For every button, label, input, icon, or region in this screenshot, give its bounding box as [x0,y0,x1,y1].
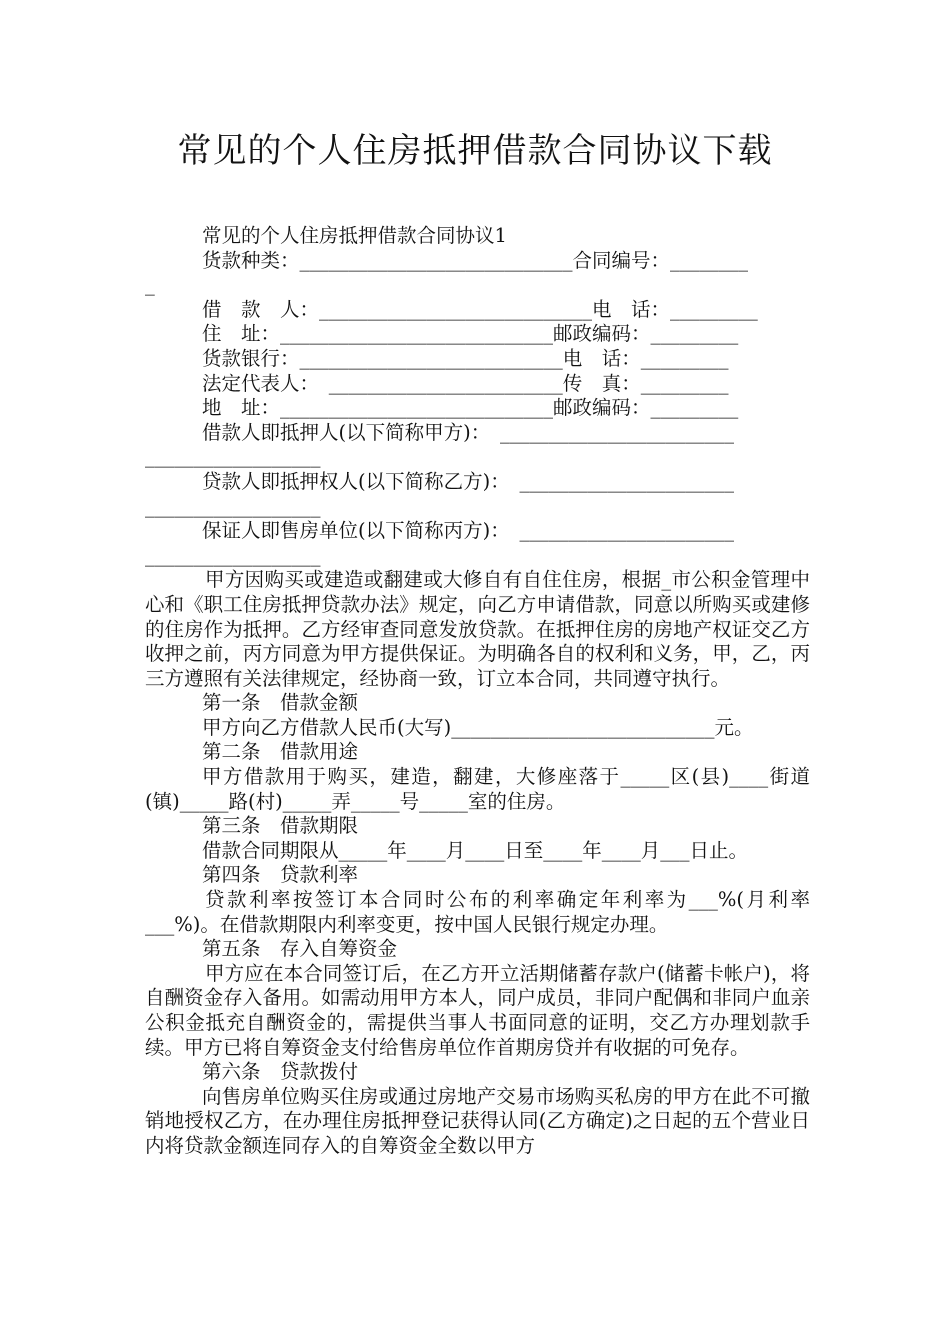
article-3-text: 借款合同期限从_____年____月____日至____年____月___日止。 [202,838,749,862]
article-4-text: 贷款利率按签订本合同时公布的利率确定年利率为___%(月利率___%)。在借款期限内利率变更，按中国人民银行规定办理。 [145,888,810,936]
field-party-c: 保证人即售房单位(以下简称丙方)： ______________________ [202,519,734,543]
article-1-heading: 第一条 借款金额 [202,691,359,715]
field-party-a-cont: __________________ [145,445,321,469]
document-body [145,224,810,1159]
field-party-b-cont: __________________ [145,494,321,518]
article-6-heading: 第六条 贷款拨付 [202,1060,359,1084]
article-4-heading: 第四条 贷款利率 [202,863,359,887]
article-2-text: 甲方借款用于购买，建造，翻建，大修座落于_____区(县)____街道(镇)_____路(村)_____弄_____号_____室的住房。 [145,765,810,813]
article-6-text: 向售房单位购买住房或通过房地产交易市场购买私房的甲方在此不可撤销地授权乙方，在办理住房抵押登记获得认同(乙方确定)之日起的五个营业日内将贷款金额连同存入的自筹资金全数以甲方 [145,1084,810,1157]
field-loan-type-cont: _ [145,273,155,297]
contract-subtitle: 常见的个人住房抵押借款合同协议1 [202,224,507,247]
field-legal-representative: 法定代表人： ________________________传 真：_________ [202,371,729,395]
preamble-paragraph: 甲方因购买或建造或翻建或大修自有自住住房，根据_市公积金管理中心和《职工住房抵押贷款办法》规定，向乙方申请借款，同意以所购买或建修的住房作为抵押。乙方经审查同意发放贷款。在抵押住房的房地产权证交乙方收押之前，丙方同意为甲方提供保证。为明确各自的权利和义务，甲，乙，丙三方遵照有关法律规定，经协商一致，订立本合同，共同遵守执行。 [145,568,810,690]
field-party-c-cont: __________________ [145,543,321,567]
field-loan-type: 货款种类：____________________________合同编号：________ [202,248,749,272]
field-borrower: 借 款 人：____________________________电 话：_________ [202,297,758,321]
document-title: 常见的个人住房抵押借款合同协议下载 [177,131,773,171]
article-2-heading: 第二条 借款用途 [202,740,359,764]
article-5-text: 甲方应在本合同签订后，在乙方开立活期储蓄存款户(储蓄卡帐户)，将自酬资金存入备用。如需动用甲方本人，同户成员，非同户配偶和非同户血亲公积金抵充自酬资金的，需提供当事人书面同意的证明，交乙方办理划款手续。甲方已将自筹资金支付给售房单位作首期房贷并有收据的可免存。 [145,961,810,1059]
field-party-a: 借款人即抵押人(以下简称甲方)： ________________________ [202,420,734,444]
field-party-b: 贷款人即抵押权人(以下简称乙方)： ______________________ [202,469,734,493]
article-1-text: 甲方向乙方借款人民币(大写)___________________________元。 [202,715,754,739]
field-bank-address: 地 址：____________________________邮政编码：_________ [202,396,739,420]
field-bank: 货款银行：___________________________电 话：_________ [202,346,729,370]
field-borrower-address: 住 址：____________________________邮政编码：_________ [202,322,739,346]
article-3-heading: 第三条 借款期限 [202,814,359,838]
article-5-heading: 第五条 存入自筹资金 [202,937,398,961]
